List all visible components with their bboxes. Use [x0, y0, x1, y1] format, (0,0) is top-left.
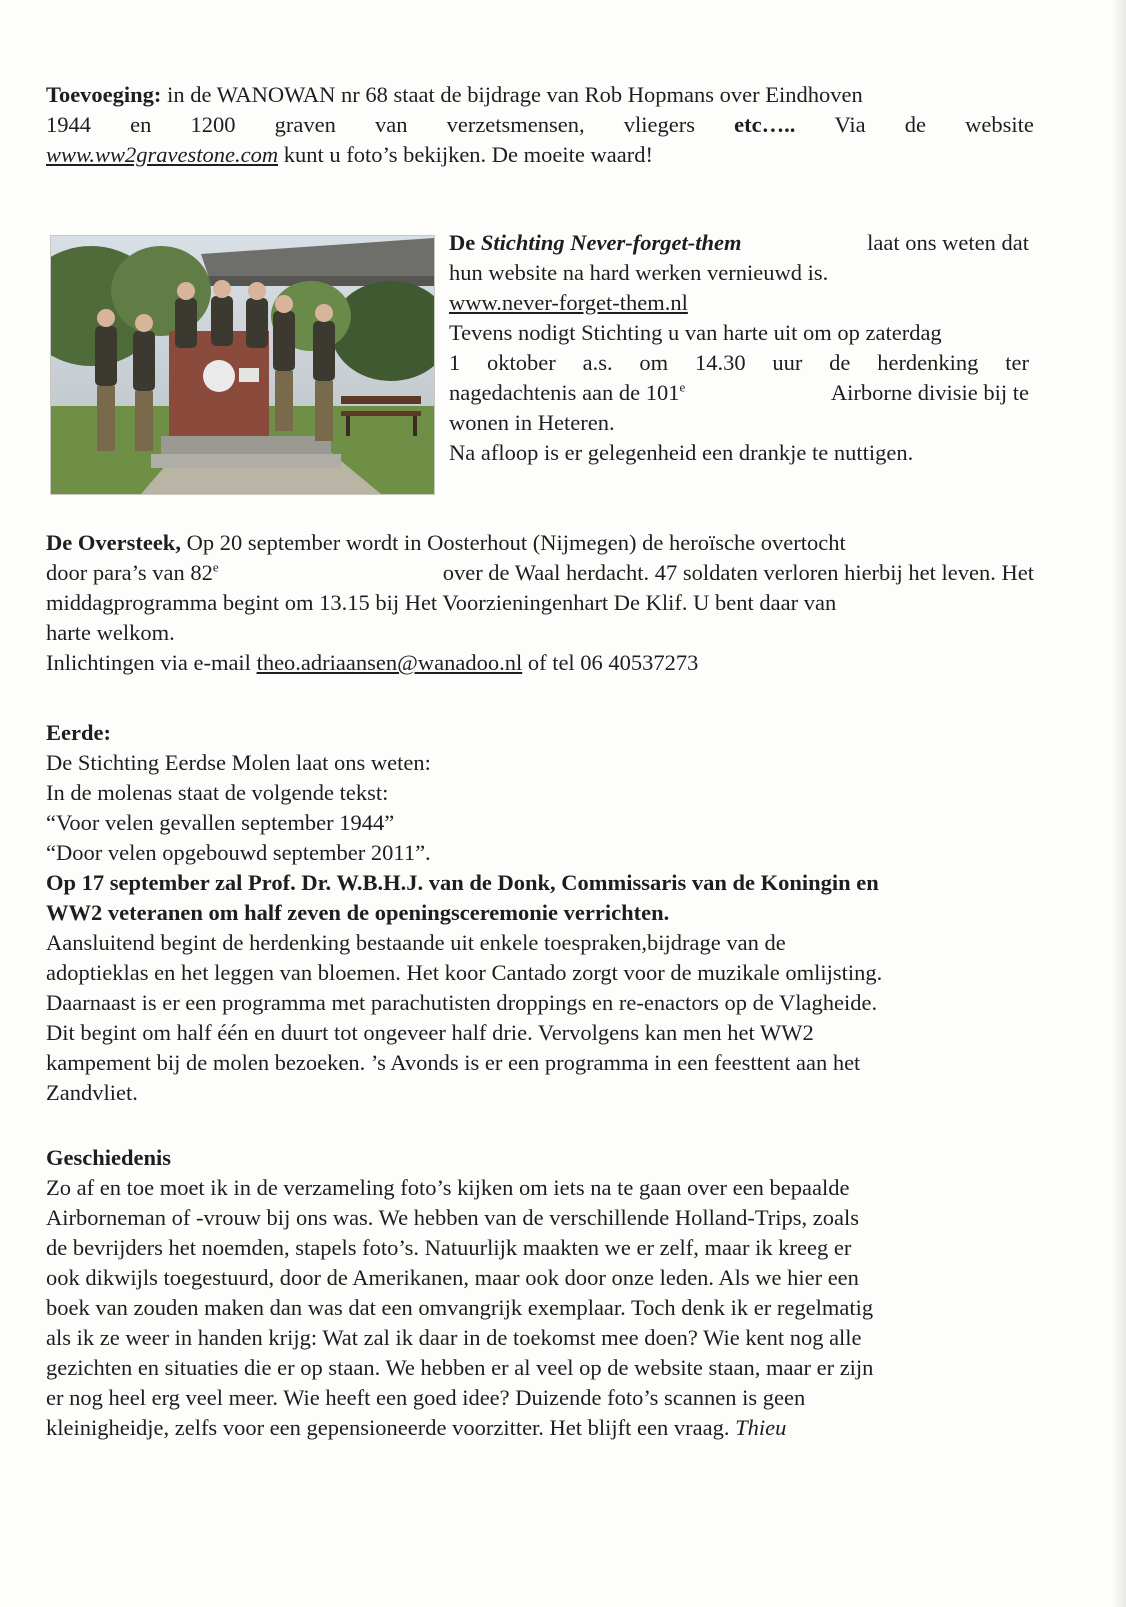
geschiedenis-line: als ik ze weer in handen krijg: Wat zal ik daar in de toekomst mee doen? Wie kent nog alle [46, 1325, 862, 1350]
eerde-body-line: Zandvliet. [46, 1080, 138, 1105]
eerde-body-line: adoptieklas en het leggen van bloemen. Het koor Cantado zorgt voor de muzikale omlijsting. [46, 960, 883, 985]
stichting-section [449, 228, 1029, 468]
scan-edge-shadow [1112, 0, 1126, 1607]
geschiedenis-line: boek van zouden maken dan was dat een omvangrijk exemplaar. Toch denk ik er regelmatig [46, 1295, 874, 1320]
oversteek-line-3: middagprogramma begint om 13.15 bij Het Voorzieningenhart De Klif. U bent daar van [46, 590, 837, 615]
oversteek-text-5a: Inlichtingen via e-mail [46, 650, 251, 675]
stichting-line-3 [449, 288, 1029, 318]
eerde-body-line: kampement bij de molen bezoeken. ’s Avonds is er een programma in een feesttent aan het [46, 1050, 861, 1075]
word: herdenking [877, 350, 979, 375]
word: a.s. [582, 350, 613, 375]
toevoeging-section [46, 80, 1034, 170]
stichting-name: Stichting Never-forget-them [480, 230, 742, 255]
word: 1 [449, 350, 461, 375]
geschiedenis-heading: Geschiedenis [46, 1145, 172, 1170]
geschiedenis-line: gezichten en situaties die er op staan. We hebben er al veel op de website staan, maar er zijn [46, 1355, 874, 1380]
stichting-line-7: wonen in Heteren. [449, 410, 615, 435]
oversteek-line-2 [46, 558, 1034, 588]
eerde-body-line: Aansluitend begint de herdenking bestaande uit enkele toespraken,bijdrage van de [46, 930, 786, 955]
eerde-body-line: Daarnaast is er een programma met parachutisten droppings en re-enactors op de Vlagheide. [46, 990, 878, 1015]
oversteek-text-1: Op 20 september wordt in Oosterhout (Nijmegen) de heroïsche overtocht [186, 530, 846, 555]
geschiedenis-line: Airborneman of -vrouw bij ons was. We hebben van de verschillende Holland-Trips, zoals [46, 1205, 860, 1230]
word: oktober [487, 350, 556, 375]
geschiedenis-line: ook dikwijls toegestuurd, door de Amerikanen, maar ook door onze leden. Als we hier een [46, 1265, 859, 1290]
geschiedenis-last-line [46, 1413, 1034, 1443]
gravestone-link[interactable]: www.ww2gravestone.com [46, 142, 279, 167]
word: en [130, 112, 152, 137]
toevoeging-line-3 [46, 140, 1034, 170]
toevoeging-line-1 [46, 80, 1034, 110]
signature: Thieu [735, 1415, 787, 1440]
stichting-line-4: Tevens nodigt Stichting u van harte uit om op zaterdag [449, 320, 942, 345]
oversteek-line-4: harte welkom. [46, 620, 175, 645]
never-forget-them-link[interactable]: www.never-forget-them.nl [449, 290, 688, 315]
stichting-de: De [449, 230, 476, 255]
stichting-text-6a: nagedachtenis aan de 101 [449, 380, 680, 405]
word: Via [834, 112, 866, 137]
oversteek-line-5 [46, 648, 1034, 678]
oversteek-section [46, 528, 1034, 678]
oversteek-text-2a: door para’s van 82 [46, 560, 213, 585]
eerde-quote-line: “Door velen opgebouwd september 2011”. [46, 840, 431, 865]
eerde-body-line: Dit begint om half één en duurt tot ongeveer half drie. Vervolgens kan men het WW2 [46, 1020, 814, 1045]
superscript: e [212, 559, 219, 575]
stichting-line-6 [449, 378, 1029, 408]
word: vliegers [623, 112, 696, 137]
oversteek-text-2b: over de Waal herdacht. 47 soldaten verloren hierbij het leven. Het [442, 560, 1034, 585]
word: etc….. [734, 112, 796, 137]
word: van [374, 112, 408, 137]
stichting-line-8: Na afloop is er gelegenheid een drankje te nuttigen. [449, 440, 914, 465]
geschiedenis-line: de bevrijders het noemden, stapels foto’s. Natuurlijk maakten we er zelf, maar ik kreeg er [46, 1235, 852, 1260]
eerde-line: De Stichting Eerdse Molen laat ons weten: [46, 750, 431, 775]
word: uur [772, 350, 803, 375]
stichting-text-6b: Airborne divisie bij te [830, 380, 1029, 405]
word: verzetsmensen, [446, 112, 585, 137]
word: 1200 [190, 112, 236, 137]
toevoeging-text-3: kunt u foto’s bekijken. De moeite waard! [283, 142, 653, 167]
stichting-line-2: hun website na hard werken vernieuwd is. [449, 260, 829, 285]
toevoeging-line-2 [46, 110, 1034, 140]
group-photo [50, 235, 435, 495]
airborne-emblem-icon [203, 360, 235, 392]
word: ter [1005, 350, 1029, 375]
stichting-text-1: laat ons weten dat [867, 230, 1029, 255]
word: graven [274, 112, 336, 137]
superscript: e [679, 379, 686, 395]
oversteek-heading: De Oversteek, [46, 530, 181, 555]
word: de [904, 112, 927, 137]
eerde-quote-line: “Voor velen gevallen september 1944” [46, 810, 395, 835]
eerde-section [46, 718, 1034, 1108]
eerde-heading: Eerde: [46, 720, 111, 745]
toevoeging-text: in de WANOWAN nr 68 staat de bijdrage van Rob Hopmans over Eindhoven [167, 82, 863, 107]
geschiedenis-text: kleinigheidje, zelfs voor een gepensioneerde voorzitter. Het blijft een vraag. [46, 1415, 730, 1440]
stichting-line-5 [449, 348, 1029, 378]
toevoeging-heading: Toevoeging: [46, 82, 162, 107]
eerde-bold-line: Op 17 september zal Prof. Dr. W.B.H.J. van de Donk, Commissaris van de Koningin en [46, 870, 879, 895]
geschiedenis-line: er nog heel erg veel meer. Wie heeft een goed idee? Duizende foto’s scannen is geen [46, 1385, 806, 1410]
word: 1944 [46, 112, 91, 137]
stichting-line-1 [449, 228, 1029, 258]
oversteek-line-1 [46, 528, 1034, 558]
eerde-line: In de molenas staat de volgende tekst: [46, 780, 389, 805]
geschiedenis-section [46, 1143, 1034, 1443]
eerde-bold-line: WW2 veteranen om half zeven de openingsceremonie verrichten. [46, 900, 670, 925]
word: om [639, 350, 669, 375]
word: 14.30 [694, 350, 746, 375]
word: de [829, 350, 851, 375]
geschiedenis-line: Zo af en toe moet ik in de verzameling foto’s kijken om iets na te gaan over een bepaalde [46, 1175, 850, 1200]
oversteek-text-5b: of tel 06 40537273 [527, 650, 699, 675]
email-link[interactable]: theo.adriaansen@wanadoo.nl [256, 650, 523, 675]
word: website [965, 112, 1034, 137]
